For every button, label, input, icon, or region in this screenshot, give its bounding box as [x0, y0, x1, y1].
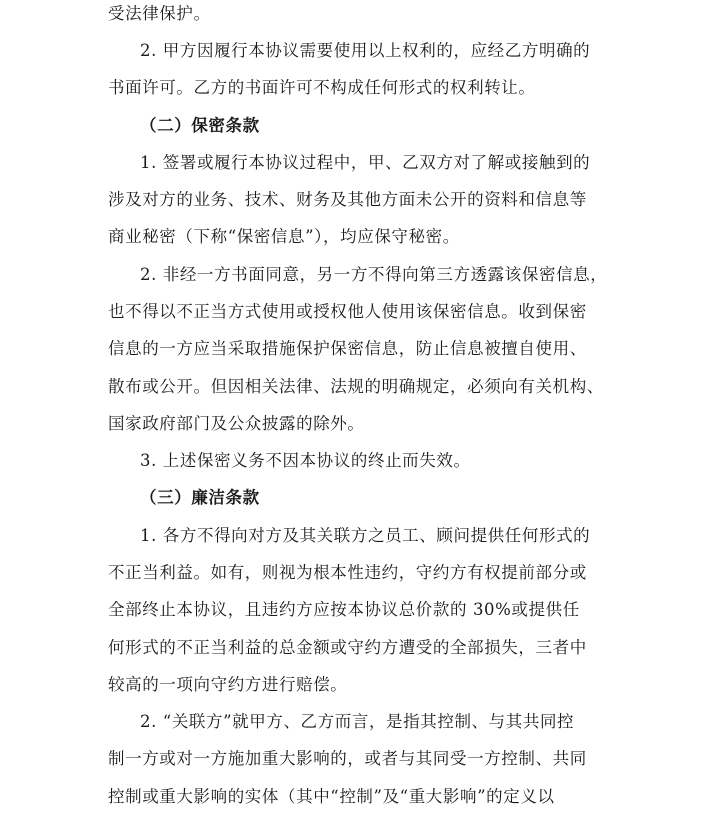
paragraph-line: 2. “关联方”就甲方、乙方而言，是指其控制、与其共同控 [140, 712, 575, 731]
paragraph-line: 2. 甲方因履行本协议需要使用以上权利的，应经乙方明确的 [140, 41, 591, 60]
text-line: 国家政府部门及公众披露的除外。 [108, 414, 365, 433]
text-line: 较高的一项向守约方进行赔偿。 [108, 675, 348, 694]
text-line: 也不得以不正当方式使用或授权他人使用该保密信息。收到保密 [108, 302, 587, 321]
text-line: 不正当利益。如有，则视为根本性违约，守约方有权提前部分或 [108, 563, 587, 582]
section-heading: （二）保密条款 [140, 116, 260, 135]
paragraph-line: 1. 签署或履行本协议过程中，甲、乙双方对了解或接触到的 [140, 153, 591, 172]
text-line: 受法律保护。 [108, 4, 211, 23]
text-line: 何形式的不正当利益的总金额或守约方遭受的全部损失，三者中 [108, 638, 587, 657]
text-line: 全部终止本协议，且违约方应按本协议总价款的 30%或提供任 [108, 600, 580, 619]
paragraph-line: 1. 各方不得向对方及其关联方之员工、顾问提供任何形式的 [140, 526, 591, 545]
text-line: 商业秘密（下称“保密信息”），均应保守秘密。 [108, 227, 460, 246]
section-heading: （三）廉洁条款 [140, 488, 260, 507]
text-line: 涉及对方的业务、技术、财务及其他方面未公开的资料和信息等 [108, 190, 587, 209]
text-line: 信息的一方应当采取措施保护保密信息，防止信息被擅自使用、 [108, 339, 587, 358]
paragraph-line: 2. 非经一方书面同意，另一方不得向第三方透露该保密信息， [140, 265, 608, 284]
text-line: 制一方或对一方施加重大影响的，或者与其同受一方控制、共同 [108, 749, 587, 768]
paragraph-line: 3. 上述保密义务不因本协议的终止而失效。 [140, 451, 471, 470]
text-line: 散布或公开。但因相关法律、法规的明确规定，必须向有关机构、 [108, 377, 604, 396]
text-line: 书面许可。乙方的书面许可不构成任何形式的权利转让。 [108, 78, 536, 97]
text-line: 控制或重大影响的实体（其中“控制”及“重大影响”的定义以 [108, 787, 555, 806]
